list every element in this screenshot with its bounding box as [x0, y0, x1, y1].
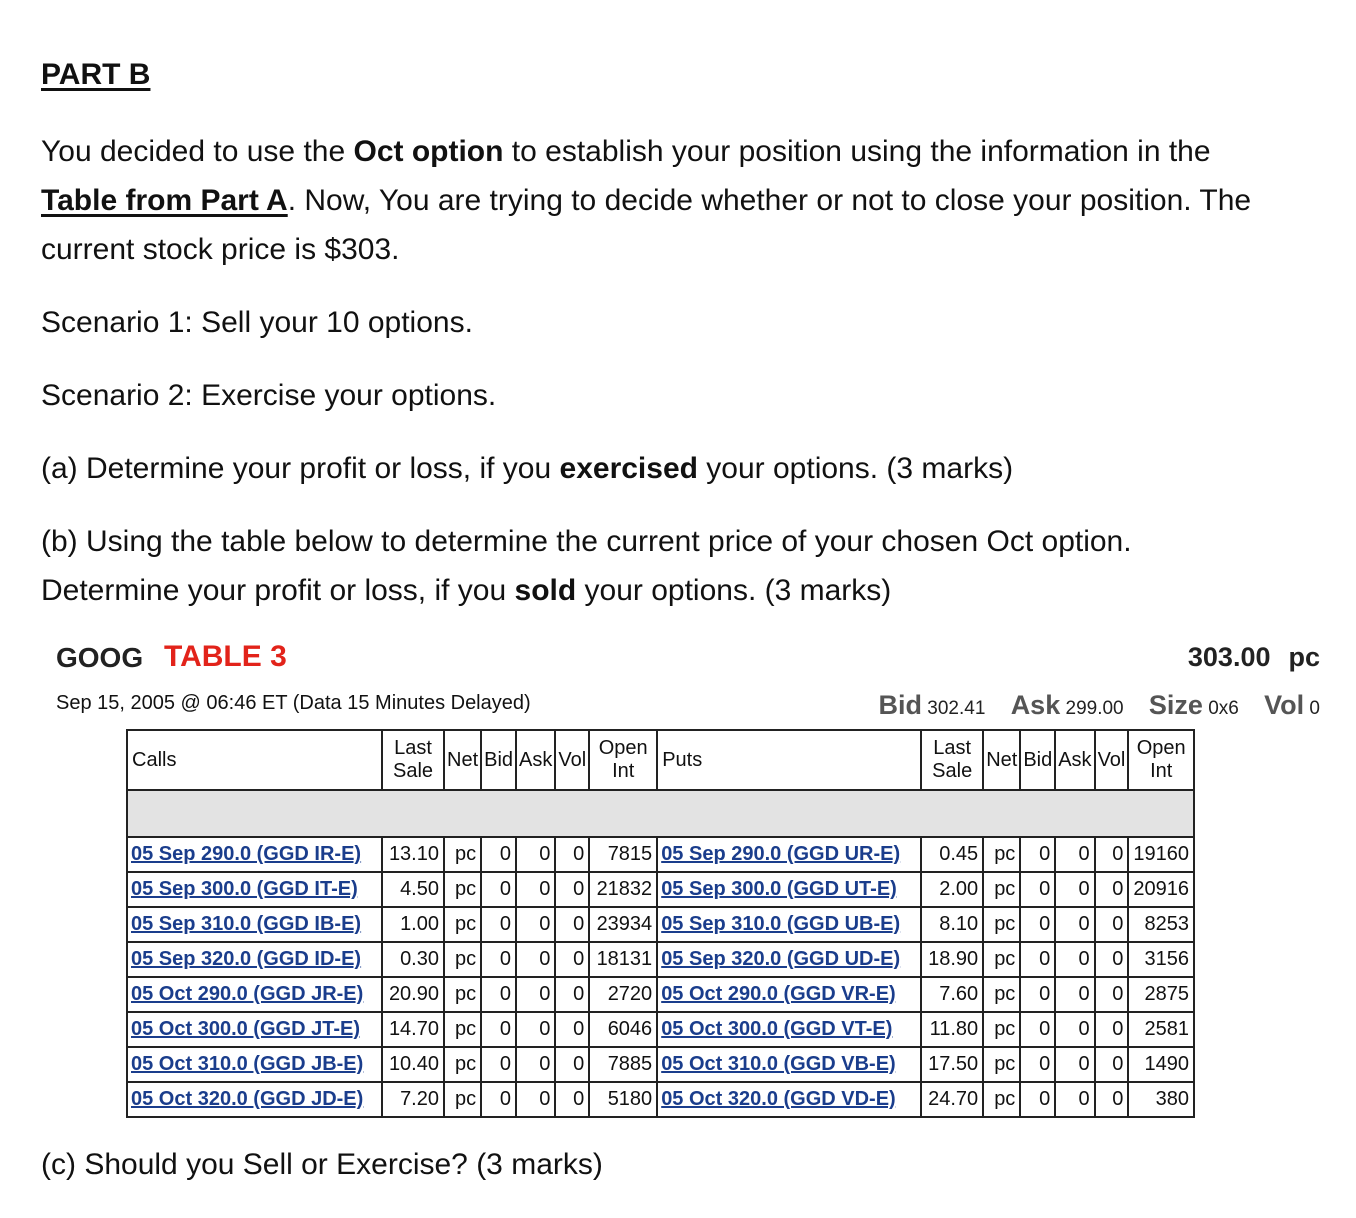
question-b-line-2 [41, 566, 891, 615]
put-vol: 0 [1095, 907, 1129, 942]
call-net: pc [444, 837, 481, 872]
question-b-line-1: (b) Using the table below to determine the current price of your chosen Oct option. [41, 525, 1132, 558]
call-bid: 0 [481, 837, 516, 872]
header-call-bid: Bid [481, 730, 516, 790]
call-last-sale: 7.20 [382, 1082, 444, 1117]
call-contract-link[interactable]: 05 Sep 310.0 (GGD IB-E) [131, 913, 362, 935]
put-contract-cell [657, 907, 921, 942]
put-net: pc [983, 907, 1020, 942]
scenario-1: Scenario 1: Sell your 10 options. [41, 306, 473, 339]
call-ask: 0 [516, 1012, 555, 1047]
call-vol: 0 [555, 837, 589, 872]
put-vol: 0 [1095, 1082, 1129, 1117]
call-net: pc [444, 942, 481, 977]
table-row [127, 907, 1194, 942]
call-vol: 0 [555, 977, 589, 1012]
question-c: (c) Should you Sell or Exercise? (3 marks) [41, 1148, 603, 1181]
call-bid: 0 [481, 872, 516, 907]
table-spacer-row [127, 790, 1194, 837]
put-vol: 0 [1095, 872, 1129, 907]
put-open-int: 8253 [1128, 907, 1194, 942]
put-last-sale: 8.10 [921, 907, 983, 942]
size-group [1148, 690, 1239, 720]
call-contract-link[interactable]: 05 Sep 300.0 (GGD IT-E) [131, 878, 358, 900]
header-put-vol: Vol [1095, 730, 1129, 790]
header-put-open-int: Open Int [1128, 730, 1194, 790]
header-call-net: Net [444, 730, 481, 790]
put-bid: 0 [1020, 977, 1055, 1012]
put-contract-link[interactable]: 05 Sep 290.0 (GGD UR-E) [661, 843, 901, 865]
part-heading: PART B [41, 58, 151, 91]
size-value: 0x6 [1208, 698, 1239, 719]
put-last-sale: 7.60 [921, 977, 983, 1012]
call-ask: 0 [516, 942, 555, 977]
put-net: pc [983, 1047, 1020, 1082]
put-contract-link[interactable]: 05 Sep 300.0 (GGD UT-E) [661, 878, 897, 900]
put-net: pc [983, 837, 1020, 872]
put-net: pc [983, 942, 1020, 977]
header-put-bid: Bid [1020, 730, 1055, 790]
put-vol: 0 [1095, 977, 1129, 1012]
call-ask: 0 [516, 907, 555, 942]
call-bid: 0 [481, 907, 516, 942]
intro-text: You decided to use the [41, 135, 354, 168]
call-contract-cell [127, 1082, 382, 1117]
put-open-int: 2581 [1128, 1012, 1194, 1047]
table-row [127, 837, 1194, 872]
call-open-int: 5180 [589, 1082, 657, 1117]
call-contract-link[interactable]: 05 Oct 320.0 (GGD JD-E) [131, 1088, 364, 1110]
question-text: your options. (3 marks) [697, 452, 1014, 485]
bid-ask-summary [879, 690, 1321, 721]
call-net: pc [444, 1012, 481, 1047]
ask-value: 299.00 [1065, 698, 1124, 719]
intro-line-1 [41, 127, 1211, 176]
header-call-open-int: Open Int [589, 730, 657, 790]
put-contract-link[interactable]: 05 Oct 320.0 (GGD VD-E) [661, 1088, 896, 1110]
put-ask: 0 [1055, 977, 1094, 1012]
put-last-sale: 0.45 [921, 837, 983, 872]
call-bid: 0 [481, 1012, 516, 1047]
put-last-sale: 18.90 [921, 942, 983, 977]
put-ask: 0 [1055, 1047, 1094, 1082]
intro-text: to establish your position using the information in the [503, 135, 1211, 168]
put-contract-cell [657, 872, 921, 907]
price-flag: pc [1288, 642, 1320, 672]
call-open-int: 18131 [589, 942, 657, 977]
put-contract-link[interactable]: 05 Oct 300.0 (GGD VT-E) [661, 1018, 893, 1040]
call-contract-cell [127, 1047, 382, 1082]
put-contract-link[interactable]: 05 Sep 320.0 (GGD UD-E) [661, 948, 901, 970]
call-open-int: 7885 [589, 1047, 657, 1082]
question-bold: sold [514, 574, 577, 607]
put-bid: 0 [1020, 942, 1055, 977]
quote-header [56, 640, 1326, 730]
call-contract-cell [127, 837, 382, 872]
question-text: (a) Determine your profit or loss, if you [41, 452, 560, 485]
intro-text: . Now, You are trying to decide whether or not to close your position. The [287, 184, 1252, 217]
spacer-cell [127, 790, 1194, 837]
call-net: pc [444, 872, 481, 907]
header-call-ask: Ask [516, 730, 555, 790]
call-contract-cell [127, 1012, 382, 1047]
bid-group [878, 690, 986, 720]
quote-timestamp: Sep 15, 2005 @ 06:46 ET (Data 15 Minutes Delayed) [56, 692, 531, 714]
put-net: pc [983, 872, 1020, 907]
put-contract-cell [657, 977, 921, 1012]
bid-value: 302.41 [927, 698, 986, 719]
call-ask: 0 [516, 1082, 555, 1117]
put-bid: 0 [1020, 872, 1055, 907]
intro-bold-oct-option: Oct option [353, 135, 504, 168]
header-put-ask: Ask [1055, 730, 1094, 790]
put-contract-link[interactable]: 05 Oct 290.0 (GGD VR-E) [661, 983, 896, 1005]
table-reference: Table from Part A [41, 184, 288, 217]
call-open-int: 21832 [589, 872, 657, 907]
call-open-int: 7815 [589, 837, 657, 872]
call-contract-cell [127, 942, 382, 977]
table-header-row [127, 730, 1194, 790]
put-vol: 0 [1095, 1012, 1129, 1047]
put-contract-cell [657, 837, 921, 872]
question-text: your options. (3 marks) [576, 574, 892, 607]
put-open-int: 2875 [1128, 977, 1194, 1012]
put-contract-cell [657, 1082, 921, 1117]
call-contract-cell [127, 907, 382, 942]
put-bid: 0 [1020, 1082, 1055, 1117]
call-ask: 0 [516, 837, 555, 872]
header-calls: Calls [127, 730, 382, 790]
table-row [127, 977, 1194, 1012]
ticker-symbol: GOOG [56, 642, 144, 673]
table-row [127, 872, 1194, 907]
intro-line-2 [41, 176, 1251, 225]
table-row [127, 942, 1194, 977]
bid-label: Bid [878, 690, 922, 720]
ask-group [1010, 690, 1124, 720]
call-contract-link[interactable]: 05 Sep 320.0 (GGD ID-E) [131, 948, 362, 970]
put-last-sale: 24.70 [921, 1082, 983, 1117]
call-vol: 0 [555, 872, 589, 907]
call-last-sale: 14.70 [382, 1012, 444, 1047]
call-ask: 0 [516, 977, 555, 1012]
call-bid: 0 [481, 1047, 516, 1082]
put-ask: 0 [1055, 942, 1094, 977]
ask-label: Ask [1010, 690, 1061, 720]
put-ask: 0 [1055, 872, 1094, 907]
question-a [41, 444, 1013, 493]
header-call-last-sale: Last Sale [382, 730, 444, 790]
call-vol: 0 [555, 1012, 589, 1047]
call-last-sale: 20.90 [382, 977, 444, 1012]
question-bold: exercised [559, 452, 698, 485]
put-vol: 0 [1095, 1047, 1129, 1082]
put-contract-cell [657, 1012, 921, 1047]
intro-line-3: current stock price is $303. [41, 233, 400, 266]
call-last-sale: 4.50 [382, 872, 444, 907]
header-put-net: Net [983, 730, 1020, 790]
call-open-int: 23934 [589, 907, 657, 942]
put-contract-cell [657, 942, 921, 977]
table-row [127, 1082, 1194, 1117]
header-put-last-sale: Last Sale [921, 730, 983, 790]
put-bid: 0 [1020, 1047, 1055, 1082]
call-contract-cell [127, 872, 382, 907]
call-contract-link[interactable]: 05 Sep 290.0 (GGD IR-E) [131, 843, 362, 865]
call-vol: 0 [555, 1082, 589, 1117]
call-last-sale: 10.40 [382, 1047, 444, 1082]
put-vol: 0 [1095, 837, 1129, 872]
table-title: TABLE 3 [164, 640, 287, 673]
vol-group [1264, 690, 1320, 720]
call-vol: 0 [555, 907, 589, 942]
call-ask: 0 [516, 872, 555, 907]
put-bid: 0 [1020, 1012, 1055, 1047]
call-net: pc [444, 977, 481, 1012]
question-text: Determine your profit or loss, if you [41, 574, 515, 607]
call-last-sale: 1.00 [382, 907, 444, 942]
call-net: pc [444, 1047, 481, 1082]
put-vol: 0 [1095, 942, 1129, 977]
vol-value: 0 [1309, 698, 1320, 719]
put-open-int: 3156 [1128, 942, 1194, 977]
call-contract-cell [127, 977, 382, 1012]
call-contract-link[interactable]: 05 Oct 310.0 (GGD JB-E) [131, 1053, 364, 1075]
call-last-sale: 0.30 [382, 942, 444, 977]
put-net: pc [983, 977, 1020, 1012]
table-row [127, 1047, 1194, 1082]
call-bid: 0 [481, 942, 516, 977]
call-last-sale: 13.10 [382, 837, 444, 872]
put-ask: 0 [1055, 1082, 1094, 1117]
call-ask: 0 [516, 1047, 555, 1082]
header-call-vol: Vol [555, 730, 589, 790]
call-bid: 0 [481, 977, 516, 1012]
call-vol: 0 [555, 1047, 589, 1082]
stock-price [1188, 642, 1320, 673]
call-vol: 0 [555, 942, 589, 977]
put-net: pc [983, 1082, 1020, 1117]
scenario-2: Scenario 2: Exercise your options. [41, 379, 497, 412]
put-net: pc [983, 1012, 1020, 1047]
vol-label: Vol [1264, 690, 1305, 720]
put-last-sale: 11.80 [921, 1012, 983, 1047]
put-ask: 0 [1055, 1012, 1094, 1047]
call-contract-link[interactable]: 05 Oct 290.0 (GGD JR-E) [131, 983, 364, 1005]
put-contract-link[interactable]: 05 Sep 310.0 (GGD UB-E) [661, 913, 901, 935]
put-contract-link[interactable]: 05 Oct 310.0 (GGD VB-E) [661, 1053, 896, 1075]
call-open-int: 2720 [589, 977, 657, 1012]
size-label: Size [1148, 690, 1203, 720]
put-open-int: 1490 [1128, 1047, 1194, 1082]
put-open-int: 20916 [1128, 872, 1194, 907]
call-net: pc [444, 907, 481, 942]
header-puts: Puts [657, 730, 921, 790]
price-value: 303.00 [1187, 642, 1271, 672]
call-net: pc [444, 1082, 481, 1117]
put-contract-cell [657, 1047, 921, 1082]
call-open-int: 6046 [589, 1012, 657, 1047]
table-row [127, 1012, 1194, 1047]
call-contract-link[interactable]: 05 Oct 300.0 (GGD JT-E) [131, 1018, 360, 1040]
put-open-int: 380 [1128, 1082, 1194, 1117]
put-last-sale: 17.50 [921, 1047, 983, 1082]
put-ask: 0 [1055, 837, 1094, 872]
put-open-int: 19160 [1128, 837, 1194, 872]
put-bid: 0 [1020, 837, 1055, 872]
options-chain-table [126, 729, 1195, 1118]
put-bid: 0 [1020, 907, 1055, 942]
put-ask: 0 [1055, 907, 1094, 942]
call-bid: 0 [481, 1082, 516, 1117]
put-last-sale: 2.00 [921, 872, 983, 907]
